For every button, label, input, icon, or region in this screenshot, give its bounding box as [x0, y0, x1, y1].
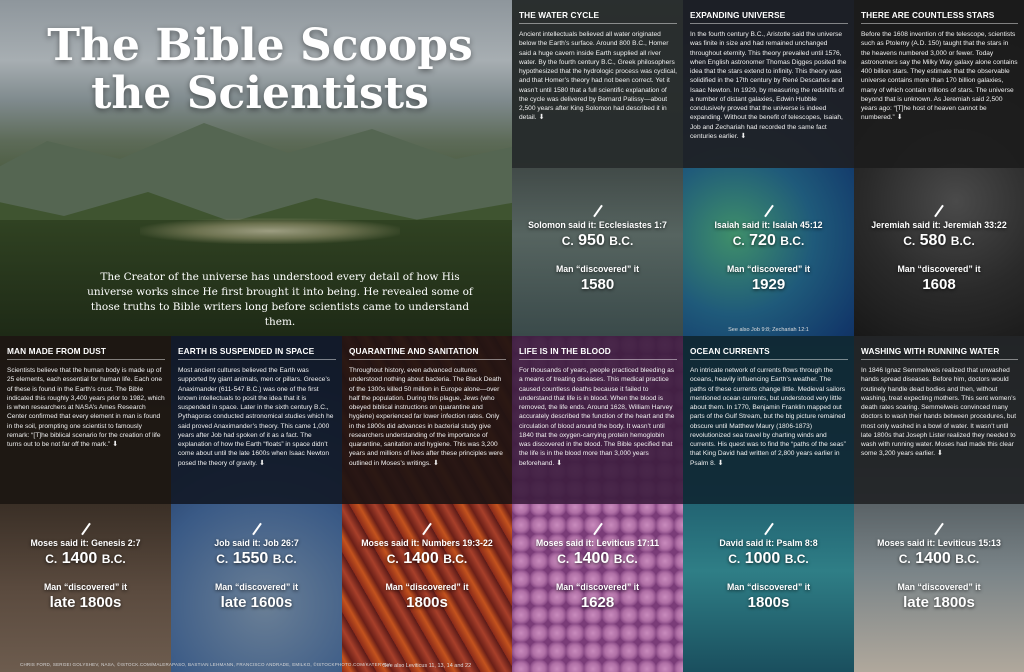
see-also-note: See also Job 9:8; Zechariah 12:1 — [728, 327, 809, 333]
era-label: B.C. — [613, 552, 638, 566]
tile-body: Ancient intellectuals believed all water originated below the Earth’s surface. Around 800 B.C., Homer said a huge cavern inside Earth supplied all river water. By the fourth century B.C., Greek philosophers hypothesized that the hydrologic process was cyclical, and that Homer’s theory had not been correct. Yet it wasn’t until 1580 that a full scientific explanation of the cycle was delivered by Bernard Palissy—about 2,500 years after King Solomon had described it in detail. — [519, 31, 677, 122]
tile-countless-stars — [854, 0, 1024, 336]
verse-block — [854, 204, 1024, 293]
verse-year: 1400 — [915, 550, 951, 567]
quill-mark-icon — [934, 523, 944, 536]
quill-mark-icon — [252, 523, 262, 536]
tile-heading: MAN MADE FROM DUST — [7, 346, 165, 360]
discovered-year: late 1800s — [903, 594, 975, 611]
quill-mark-icon — [764, 205, 774, 218]
tile-heading: THE WATER CYCLE — [519, 10, 677, 24]
verse-block — [171, 522, 342, 611]
arrow-down-icon: ⬇ — [937, 450, 943, 458]
tile-water-cycle — [512, 0, 683, 336]
discovered-year: late 1600s — [220, 594, 293, 611]
era-label: B.C. — [950, 234, 975, 248]
quill-mark-icon — [764, 523, 774, 536]
verse-year: 720 — [749, 232, 776, 249]
arrow-down-icon: ⬇ — [556, 459, 563, 467]
arrow-down-icon: ⬇ — [259, 459, 265, 467]
hero-landscape — [0, 0, 512, 336]
tile-heading: EXPANDING UNIVERSE — [690, 10, 848, 24]
discovered-label: Man “discovered” it — [43, 582, 128, 592]
circa-label: C. — [386, 552, 399, 566]
era-label: B.C. — [101, 552, 126, 566]
photo-credits: CHRIS FORD, SERGEI GOLYSHEV, NASA, ©ISTOCK.COM/MALERAPASO, BASTIAN LEHMANN, FRANCISCO ANDRADE, EMILKO, ©ISTOCKPHOTO.COM/KATERYNA — [20, 662, 392, 667]
discovered-label: Man “discovered” it — [385, 582, 469, 592]
quill-mark-icon — [593, 205, 603, 218]
discovered-year: 1800s — [406, 594, 448, 611]
discovered-year: late 1800s — [49, 594, 122, 611]
verse-block — [683, 204, 854, 293]
era-label: B.C. — [272, 552, 297, 566]
mountain-ridge-far — [0, 105, 512, 225]
verse-block — [512, 522, 683, 611]
tile-body: Most ancient cultures believed the Earth was supported by giant animals, men or pillars. Greece’s Anaximander (611-547 B.C.) was one of the first known intellectuals to posit the idea that it is suspended in space. Later in the sixth century B.C., Pythagoras conducted astronomical studies which he said proved Anaximander’s theory. This came 1,000 years after Job had spoken of it as a fact. The explanation of how the Earth “floats” in space didn’t come about until the late 1600s when Isaac Newton posed the theory of gravity. — [178, 367, 334, 467]
tile-washing-running-water — [854, 336, 1024, 672]
tile-heading: WASHING WITH RUNNING WATER — [861, 346, 1018, 360]
discovered-label: Man “discovered” it — [555, 582, 640, 592]
circa-label: C. — [732, 234, 745, 248]
discovered-year: 1800s — [747, 594, 790, 611]
arrow-down-icon: ⬇ — [740, 132, 747, 140]
tile-earth-suspended — [171, 336, 342, 672]
era-label: B.C. — [609, 234, 634, 248]
era-label: B.C. — [784, 552, 809, 566]
circa-label: C. — [728, 552, 741, 566]
verse-year: 1400 — [573, 550, 610, 567]
quill-mark-icon — [422, 523, 432, 536]
discovered-label: Man “discovered” it — [214, 582, 299, 592]
discovered-label: Man “discovered” it — [555, 264, 640, 274]
discovered-year: 1929 — [751, 276, 786, 293]
era-label: B.C. — [780, 234, 805, 248]
tile-body: Scientists believe that the human body is made up of 25 elements, each essential for human life. Each one of these is found in the Earth’s crust. The Bible indicated this roughly 3,400 years prior to 1982, which is when researchers at NASA’s Ames Research Center confirmed that every element in man is found in the soil, prompting one scientist to famously remark: “[T]he biblical scenario for the creation of life turns out to be not far off the mark.” — [7, 367, 165, 448]
verse-reference: Moses said it: Genesis 2:7 — [30, 538, 141, 548]
verse-reference: Jeremiah said it: Jeremiah 33:22 — [871, 220, 1007, 230]
tile-man-made-from-dust — [0, 336, 171, 672]
verse-year: 1550 — [232, 550, 269, 567]
verse-block — [854, 522, 1024, 611]
arrow-down-icon: ⬇ — [717, 459, 724, 467]
arrow-down-icon: ⬇ — [112, 441, 119, 448]
verse-year: 1400 — [61, 550, 98, 567]
tile-heading: EARTH IS SUSPENDED IN SPACE — [178, 346, 336, 360]
circa-label: C. — [898, 552, 911, 566]
verse-reference: Job said it: Job 26:7 — [214, 538, 299, 548]
quill-mark-icon — [934, 205, 944, 218]
tile-quarantine-sanitation — [342, 336, 512, 672]
verse-block — [683, 522, 854, 611]
circa-label: C. — [903, 234, 916, 248]
quill-mark-icon — [81, 523, 91, 536]
discovered-label: Man “discovered” it — [897, 582, 981, 592]
discovered-year: 1608 — [922, 276, 956, 293]
see-also-note: See also Leviticus 11, 13, 14 and 22 — [382, 663, 472, 669]
verse-reference: Moses said it: Leviticus 17:11 — [535, 538, 660, 548]
discovered-label: Man “discovered” it — [726, 264, 811, 274]
verse-block — [512, 204, 683, 293]
arrow-down-icon: ⬇ — [896, 114, 903, 122]
arrow-down-icon: ⬇ — [432, 459, 439, 467]
tile-body: An intricate network of currents flows through the oceans, heavily influencing Earth’s weather. The paths of these currents change little. Medieval sailors mentioned ocean currents, but understood very little about them. In 1770, Benjamin Franklin mapped out parts of the Gulf Stream, but the big picture remained obscure until Matthew Maury (1806-1873) revolutionized sea travel by charting winds and currents. His quest was to find the “paths of the seas” that King David had written of 2,800 years earlier in Psalm 8. — [690, 367, 846, 467]
discovered-label: Man “discovered” it — [897, 264, 981, 274]
tile-heading: QUARANTINE AND SANITATION — [349, 346, 506, 360]
verse-block — [342, 522, 512, 611]
verse-reference: Solomon said it: Ecclesiastes 1:7 — [528, 220, 667, 230]
tile-life-in-blood — [512, 336, 683, 672]
verse-year: 1400 — [403, 550, 439, 567]
tile-body: In the fourth century B.C., Aristotle said the universe was finite in size and had remained unchanged throughout eternity. This theory prevailed until 1576, when English astronomer Thomas Digges posited the idea that the stars extend to infinity. This theory was solidified in the 17th century by René Descartes and Isaac Newton. In 1929, by measuring the redshifts of a number of distant galaxies, Edwin Hubble conclusively proved that the universe is indeed expanding. Without the benefit of telescopes, Isaiah, Job and Zechariah had recorded the same fact centuries earlier. — [690, 31, 847, 140]
tile-body: Before the 1608 invention of the telescope, scientists such as Ptolemy (A.D. 150) taught that the stars in the heavens numbered 3,000 or fewer. Today astronomers say the Milky Way galaxy alone contains 400 billion stars. They estimate that the observable universe contains more than 170 billion galaxies, many of which contain trillions of stars. The universe beyond that is unknown. As Jeremiah said 2,500 years ago: “[T]he host of heaven cannot be numbered.” — [861, 31, 1018, 122]
discovered-label: Man “discovered” it — [726, 582, 811, 592]
tile-ocean-currents — [683, 336, 854, 672]
circa-label: C. — [216, 552, 229, 566]
discovered-year: 1628 — [580, 594, 615, 611]
verse-reference: Isaiah said it: Isaiah 45:12 — [714, 220, 823, 230]
intro-text: The Creator of the universe has understood every detail of how His universe works since He first brought it into being. He revealed some of those truths to Bible writers long before scientists came to understand them. — [87, 271, 473, 328]
tile-body: Throughout history, even advanced cultures understood nothing about bacteria. The Black Death of the 1300s killed 50 million in Europe alone—over half the population. During this plague, Jews (who obeyed biblical instructions on quarantine and hygiene) experienced far lower infection rates. Only in the 1800s did advances in bacterial study give researchers understanding of the importance of quarantine, sanitation and hygiene. This was 3,200 years and millions of lives after these principles were outlined in Moses’s writings. — [349, 367, 503, 467]
valley-town — [140, 218, 400, 244]
arrow-down-icon: ⬇ — [538, 114, 545, 122]
verse-reference: Moses said it: Leviticus 15:13 — [877, 538, 1001, 548]
circa-label: C. — [561, 234, 574, 248]
page-title: The Bible Scoops the Scientists — [47, 20, 473, 119]
tile-body: For thousands of years, people practiced bleeding as a means of treating diseases. This medical practice caused countless deaths because it failed to understand that life is in blood. When the blood is removed, the life ends. Around 1628, William Harvey accurately described the function of the heart and the circulation of blood around the body. It wasn’t until 1840 that the oxygen-carrying protein hemoglobin was discovered in the blood. The Bible specified that the life is in the blood more than 3,000 years beforehand. — [519, 367, 675, 467]
verse-reference: David said it: Psalm 8:8 — [719, 538, 818, 548]
tile-expanding-universe — [683, 0, 854, 336]
tile-heading: LIFE IS IN THE BLOOD — [519, 346, 677, 360]
tile-heading: OCEAN CURRENTS — [690, 346, 848, 360]
circa-label: C. — [45, 552, 58, 566]
quill-mark-icon — [593, 523, 603, 536]
verse-year: 580 — [919, 232, 947, 249]
tile-body: In 1846 Ignaz Semmelweis realized that unwashed hands spread diseases. Before him, doctors would routinely handle dead bodies and then, without washing, treat expecting mothers. This sent women’s death rates soaring. Semmelweis convinced many doctors to wash their hands between procedures, but most only washed in a bowl of water. It wasn’t until late 1800s that Joseph Lister realized they needed to wash with running water. Moses had made this clear some 3,200 years earlier. — [861, 367, 1017, 458]
era-label: B.C. — [955, 552, 980, 566]
tile-heading: THERE ARE COUNTLESS STARS — [861, 10, 1018, 24]
verse-block — [0, 522, 171, 611]
verse-year: 1000 — [744, 550, 781, 567]
era-label: B.C. — [443, 552, 468, 566]
verse-year: 950 — [578, 232, 605, 249]
verse-reference: Moses said it: Numbers 19:3-22 — [361, 538, 493, 548]
circa-label: C. — [557, 552, 570, 566]
discovered-year: 1580 — [580, 276, 615, 293]
